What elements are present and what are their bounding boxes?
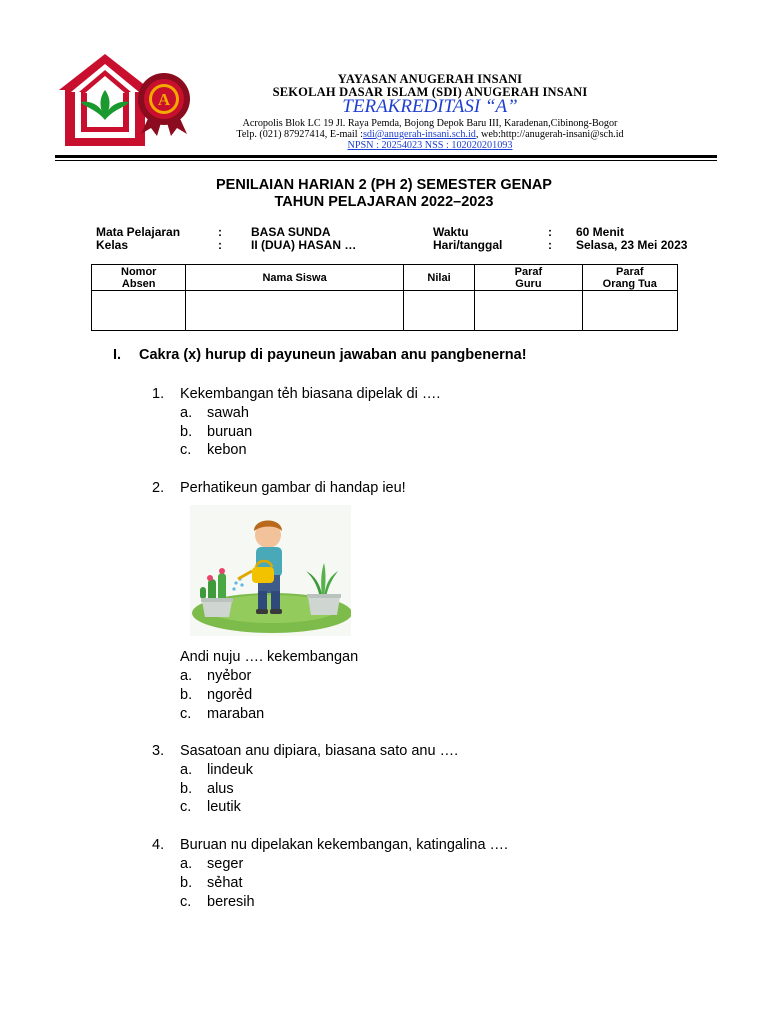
option-letter: a. xyxy=(180,405,193,421)
option-4c[interactable] xyxy=(180,894,255,910)
time-value: 60 Menit xyxy=(576,225,625,239)
boy-watering-plants-image xyxy=(190,505,351,636)
header-paraf-guru xyxy=(475,265,582,291)
option-letter: a. xyxy=(180,668,193,684)
colon: : xyxy=(548,238,552,252)
header-nomor-absen xyxy=(92,265,186,291)
colon: : xyxy=(548,225,552,239)
header-nama-siswa: Nama Siswa xyxy=(186,265,403,291)
option-1a[interactable] xyxy=(180,405,249,421)
instruction-text: Cakra (x) hurup di payuneun jawaban anu pangbenerna! xyxy=(139,347,527,363)
npsn-nss-text[interactable]: NPSN : 20254023 NSS : 102020201093 xyxy=(347,140,513,151)
cell-paraf-orang-tua[interactable] xyxy=(582,291,677,331)
subject-label: Mata Pelajaran xyxy=(96,225,181,239)
accreditation-text: TERAKREDITASI “A” xyxy=(342,96,518,117)
option-text: maraban xyxy=(207,706,265,722)
header-paraf-orang-tua xyxy=(582,265,677,291)
option-1c[interactable] xyxy=(180,442,247,458)
cell-nama-siswa[interactable] xyxy=(186,291,403,331)
option-text: lindeuk xyxy=(207,762,253,778)
cell-nomor-absen[interactable] xyxy=(92,291,186,331)
question-text: Buruan nu dipelakan kekembangan, katingalina …. xyxy=(180,837,509,853)
option-letter: b. xyxy=(180,781,193,797)
email-link[interactable]: sdi@anugerah-insani.sch.id xyxy=(362,129,476,140)
option-letter: a. xyxy=(180,762,193,778)
letterhead-divider-thick xyxy=(55,155,717,158)
option-letter: c. xyxy=(180,799,192,815)
subject-value: BASA SUNDA xyxy=(251,225,331,239)
question-text: Kekembangan tẻh biasana dipelak di …. xyxy=(180,386,441,402)
header-paraf: Paraf xyxy=(616,265,644,278)
question-3 xyxy=(152,743,458,759)
option-letter: c. xyxy=(180,894,192,910)
option-1b[interactable] xyxy=(180,424,252,440)
seal-letter: A xyxy=(157,90,171,109)
header-guru: Guru xyxy=(515,277,542,290)
option-text: buruan xyxy=(207,424,253,440)
date-label: Hari/tanggal xyxy=(433,238,503,252)
time-label: Waktu xyxy=(433,225,469,239)
question-2-followup: Andi nuju …. kekembangan xyxy=(180,649,359,665)
school-name: SEKOLAH DASAR ISLAM (SDI) ANUGERAH INSANI xyxy=(272,85,588,99)
exam-title: PENILAIAN HARIAN 2 (PH 2) SEMESTER GENAP xyxy=(216,177,552,193)
date-value: Selasa, 23 Mei 2023 xyxy=(576,238,688,252)
school-address: Acropolis Blok LC 19 Jl. Raya Pemda, Bojong Depok Baru III, Karadenan,Cibinong-Bogor xyxy=(242,118,618,129)
option-2a[interactable] xyxy=(180,668,251,684)
option-letter: b. xyxy=(180,687,193,703)
option-3c[interactable] xyxy=(180,799,241,815)
option-3b[interactable] xyxy=(180,781,234,797)
option-text: alus xyxy=(207,781,234,797)
header-paraf: Paraf xyxy=(514,265,543,278)
question-number: 2. xyxy=(152,480,165,496)
academic-year: TAHUN PELAJARAN 2022–2023 xyxy=(274,194,494,210)
option-text: beresih xyxy=(207,894,255,910)
colon: : xyxy=(218,225,222,239)
section-instruction xyxy=(113,347,527,363)
option-text: nyẻbor xyxy=(207,668,252,684)
option-text: sẻhat xyxy=(207,875,243,891)
contact-line xyxy=(200,129,660,140)
header-nomor: Nomor xyxy=(121,265,157,278)
option-text: leutik xyxy=(207,799,241,815)
option-4b[interactable] xyxy=(180,875,242,891)
section-number: I. xyxy=(113,347,122,363)
option-text: sawah xyxy=(207,405,249,421)
cell-nilai[interactable] xyxy=(403,291,475,331)
question-text: Sasatoan anu dipiara, biasana sato anu …. xyxy=(180,743,459,759)
phone-text: Telp. (021) 87927414, E-mail : xyxy=(236,129,363,140)
option-text: seger xyxy=(207,856,244,872)
table-row xyxy=(92,291,678,331)
option-2c[interactable] xyxy=(180,706,264,722)
class-value: II (DUA) HASAN … xyxy=(251,238,357,252)
option-3a[interactable] xyxy=(180,762,253,778)
class-label: Kelas xyxy=(96,238,129,252)
option-2b[interactable] xyxy=(180,687,252,703)
header-nilai: Nilai xyxy=(403,265,475,291)
letterhead-divider-thin xyxy=(55,160,717,161)
colon: : xyxy=(218,238,222,252)
student-info-table xyxy=(91,264,678,331)
option-letter: b. xyxy=(180,424,193,440)
option-letter: b. xyxy=(180,875,193,891)
option-letter: c. xyxy=(180,706,192,722)
option-text: kebon xyxy=(207,442,247,458)
question-number: 3. xyxy=(152,743,165,759)
header-absen: Absen xyxy=(121,277,156,290)
question-2 xyxy=(152,480,406,496)
foundation-name: YAYASAN ANUGERAH INSANI xyxy=(337,72,523,86)
question-4 xyxy=(152,837,508,853)
option-4a[interactable] xyxy=(180,856,243,872)
question-text: Perhatikeun gambar di handap ieu! xyxy=(180,480,406,496)
web-text: , web:http://anugerah-insani@sch.id xyxy=(475,129,624,140)
question-number: 4. xyxy=(152,837,165,853)
question-1 xyxy=(152,386,440,402)
option-text: ngorẻd xyxy=(207,687,253,703)
option-letter: c. xyxy=(180,442,192,458)
option-letter: a. xyxy=(180,856,193,872)
header-orang-tua: Orang Tua xyxy=(602,277,657,290)
cell-paraf-guru[interactable] xyxy=(475,291,582,331)
question-number: 1. xyxy=(152,386,165,402)
